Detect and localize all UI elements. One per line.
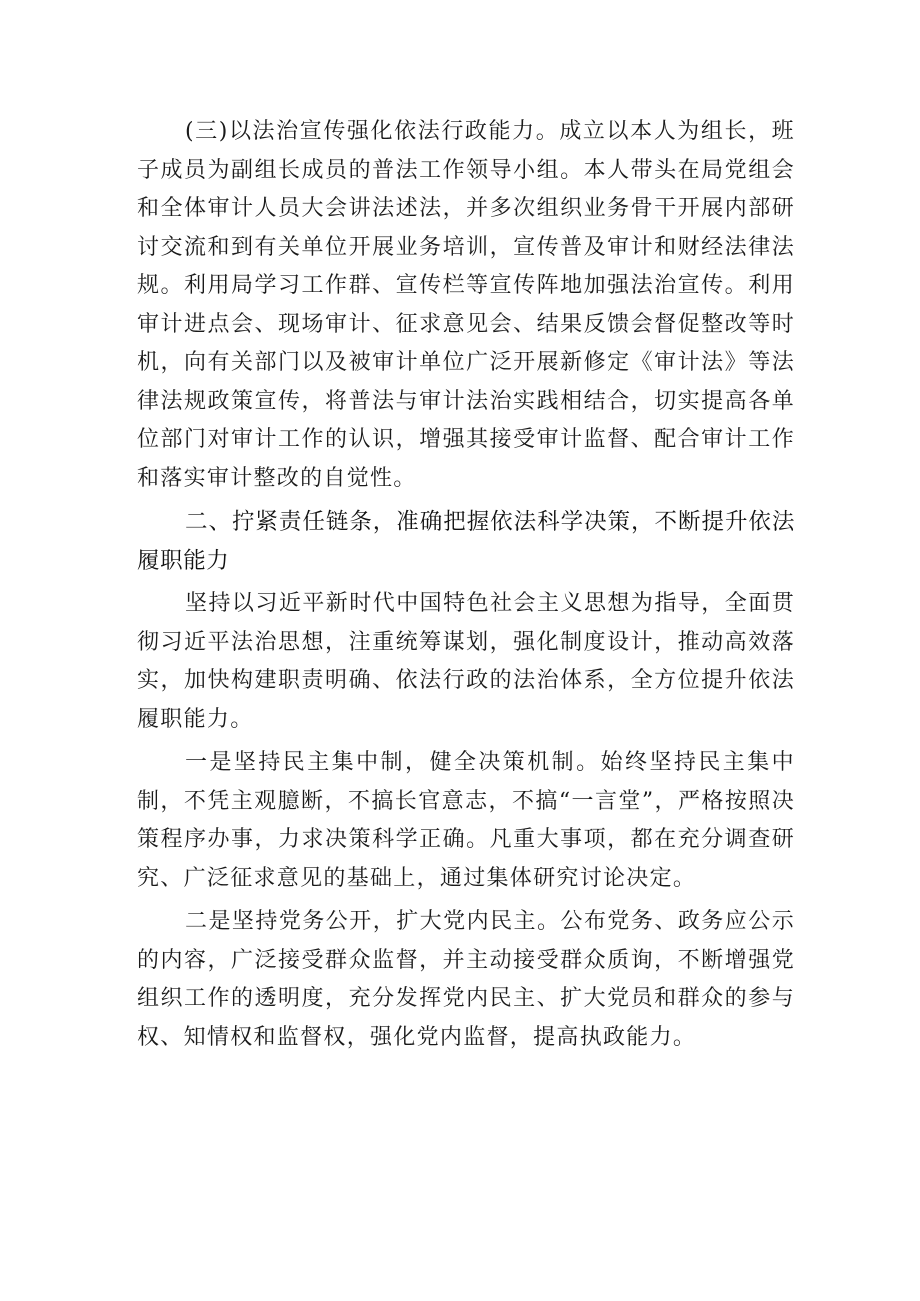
- paragraph-legal-publicity: (三)以法治宣传强化依法行政能力。成立以本人为组长，班子成员为副组长成员的普法工作领导小组。本人带头在局党组会和全体审计人员大会讲法述法，并多次组织业务骨干开展内部研讨交流和到有关单位开展业务培训，宣传普及审计和财经法律法规。利用局学习工作群、宣传栏等宣传阵地加强法治宣传。利用审计进点会、现场审计、征求意见会、结果反馈会督促整改等时机，向有关部门以及被审计单位广泛开展新修定《审计法》等法律法规政策宣传，将普法与审计法治实践相结合，切实提高各单位部门对审计工作的认识，增强其接受审计监督、配合审计工作和落实审计整改的自觉性。: [137, 119, 795, 491]
- paragraph-party-affairs-openness: 二是坚持党务公开，扩大党内民主。公布党务、政务应公示的内容，广泛接受群众监督，并主动接受群众质询，不断增强党组织工作的透明度，充分发挥党内民主、扩大党员和群众的参与权、知情权和监督权，强化党内监督，提高执政能力。: [137, 909, 795, 1050]
- section-heading-two: 二、拧紧责任链条，准确把握依法科学决策，不断提升依法履职能力: [137, 509, 795, 574]
- document-body: [137, 113, 795, 1062]
- paragraph-democratic-centralism: 一是坚持民主集中制，健全决策机制。始终坚持民主集中制，不凭主观臆断，不搞长官意志，不搞“一言堂”，严格按照决策程序办事，力求决策科学正确。凡重大事项，都在充分调查研究、广泛征求意见的基础上，通过集体研究讨论决定。: [137, 750, 795, 891]
- paragraph-guiding-thought: 坚持以习近平新时代中国特色社会主义思想为指导，全面贯彻习近平法治思想，注重统筹谋划，强化制度设计，推动高效落实，加快构建职责明确、依法行政的法治体系，全方位提升依法履职能力。: [137, 591, 795, 732]
